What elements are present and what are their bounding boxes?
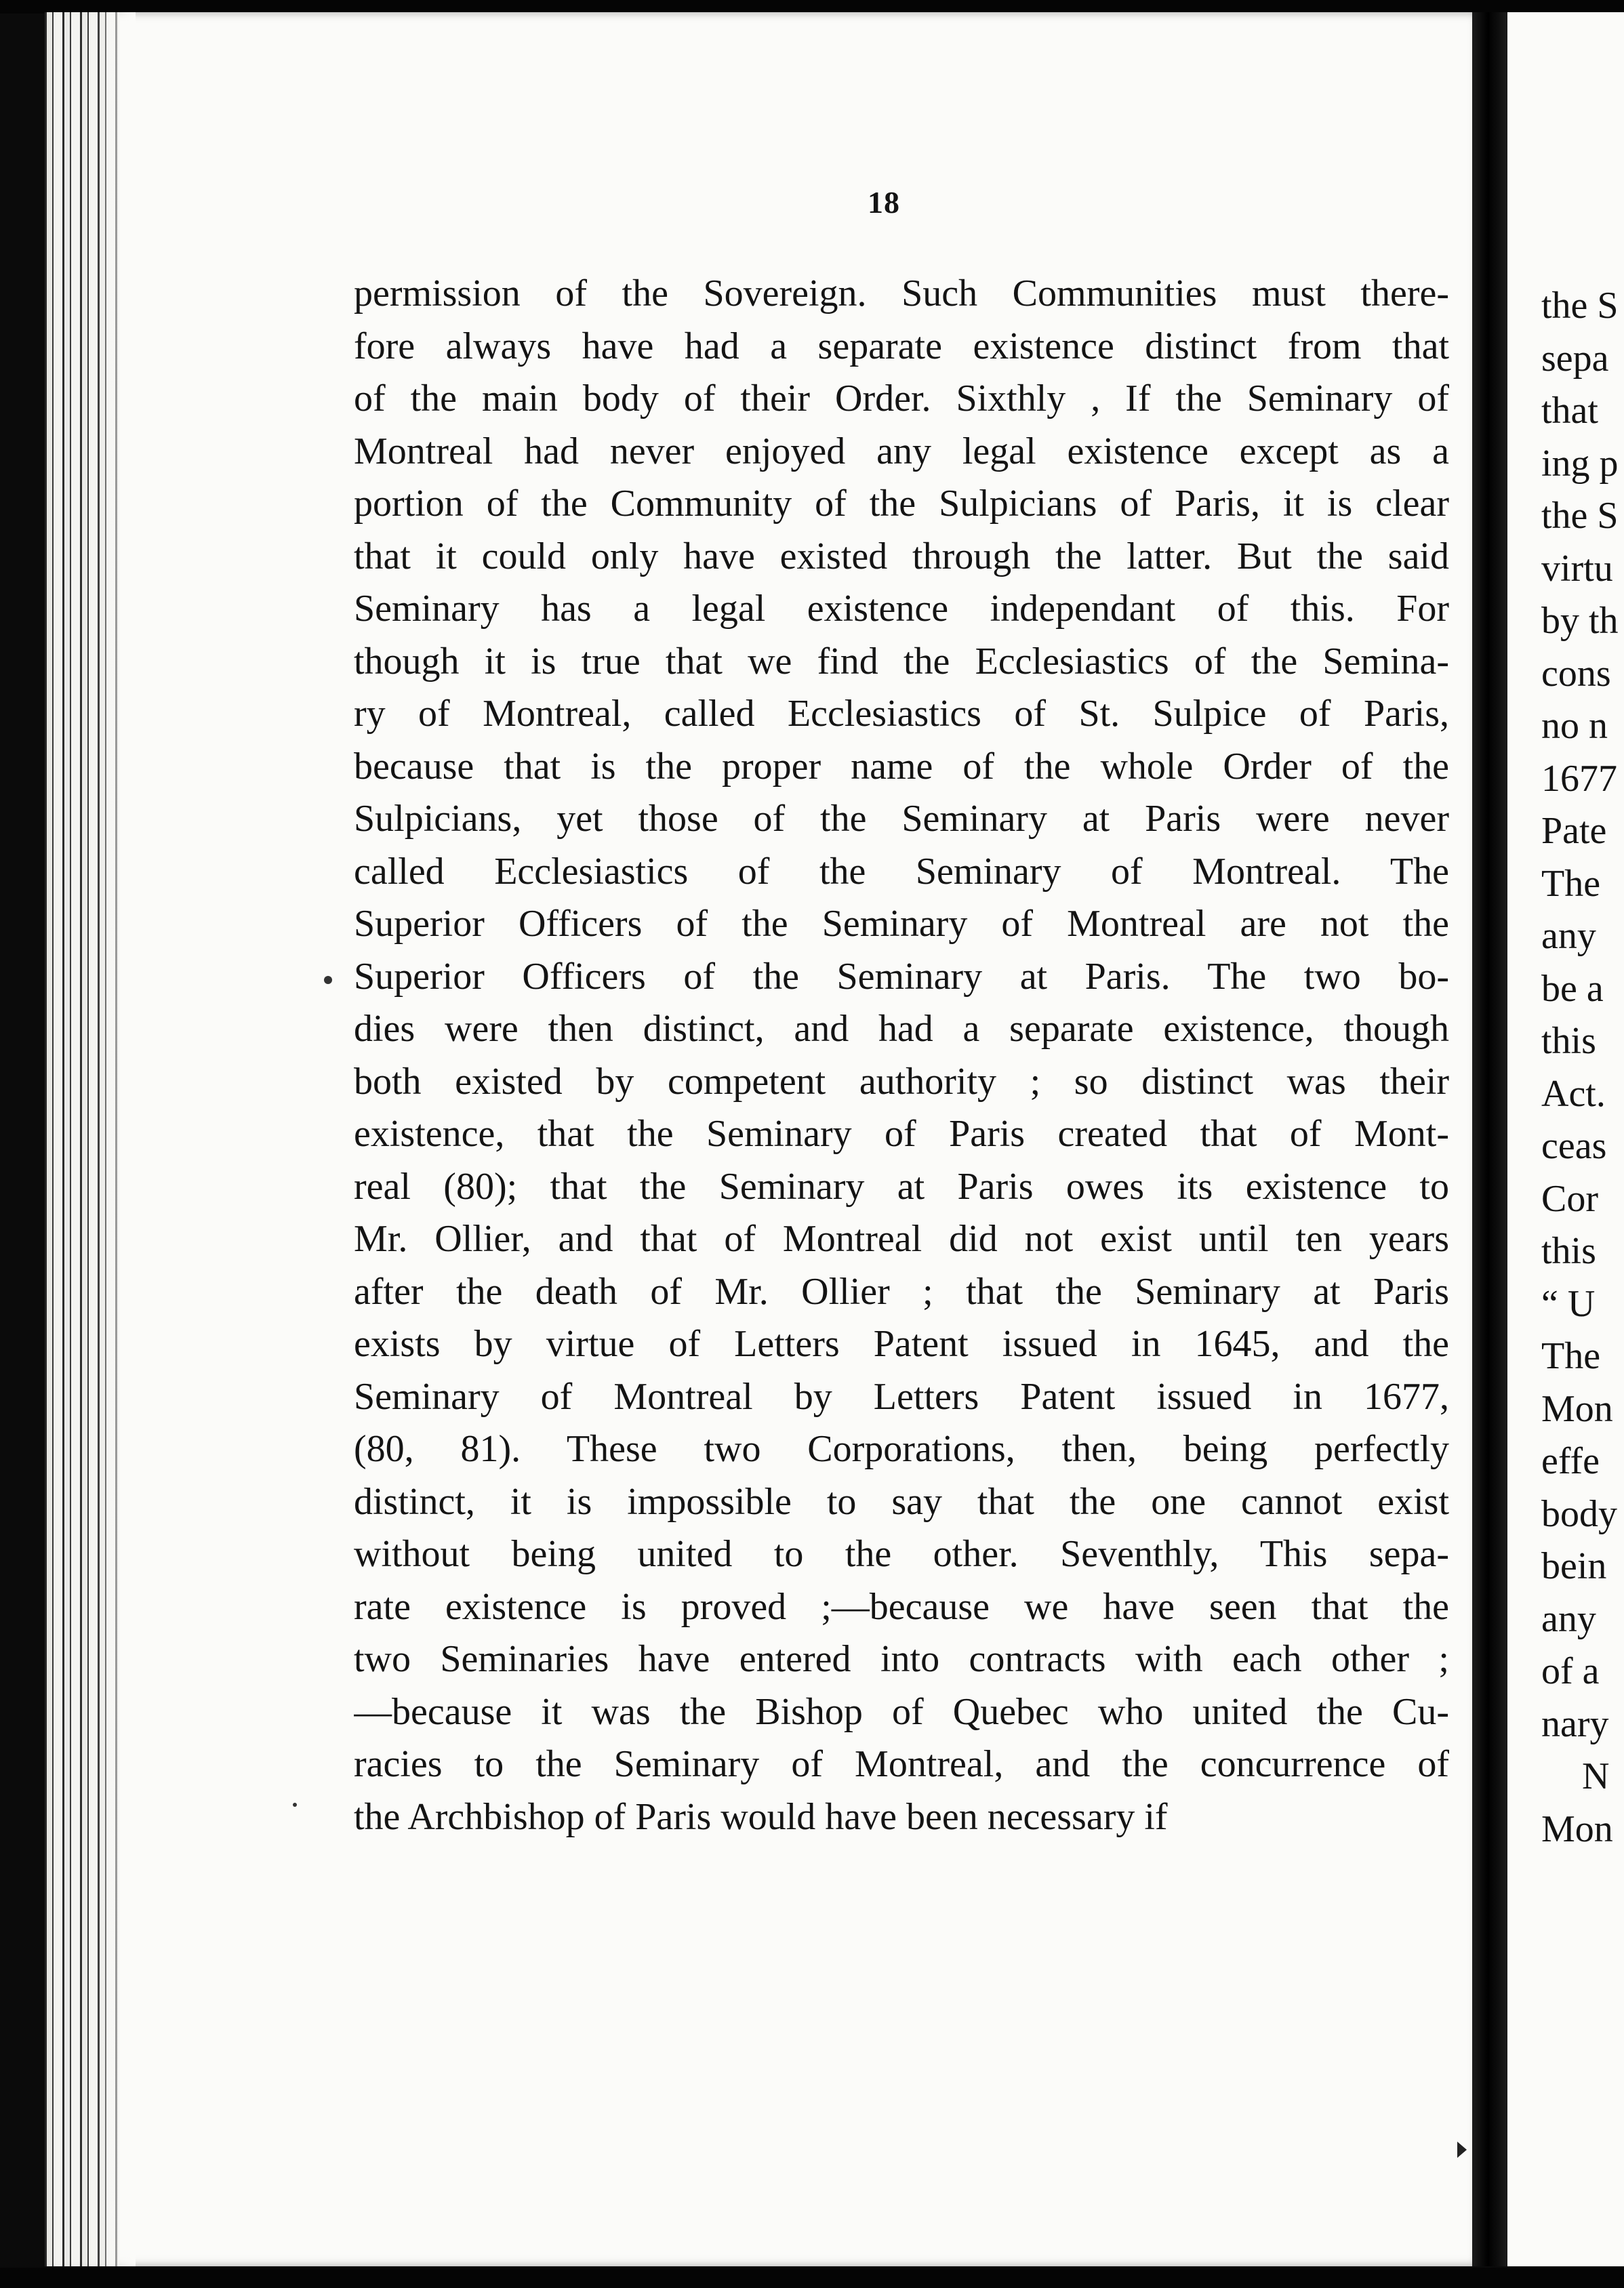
facing-text-line: Mon xyxy=(1541,1387,1613,1430)
facing-text-line: the S xyxy=(1541,285,1619,327)
text-line: permission of the Sovereign. Such Communities must there- xyxy=(354,272,1449,314)
facing-text-line: be a xyxy=(1541,967,1604,1010)
facing-text-line: this xyxy=(1541,1020,1596,1062)
text-line: Mr. Ollier, and that of Montreal did not exist until ten years xyxy=(354,1218,1449,1260)
text-line: Superior Officers of the Seminary of Montreal are not the xyxy=(354,903,1449,945)
text-line: Seminary of Montreal by Letters Patent issued in 1677, xyxy=(354,1375,1449,1418)
ink-speck xyxy=(324,976,332,984)
text-line: that it could only have existed through the latter. But the said xyxy=(354,535,1449,577)
text-line: existence, that the Seminary of Paris created that of Mont- xyxy=(354,1113,1449,1155)
text-line: ry of Montreal, called Ecclesiastics of St. Sulpice of Paris, xyxy=(354,693,1449,735)
text-line: —because it was the Bishop of Quebec who united the Cu- xyxy=(354,1690,1449,1733)
facing-text-line: that xyxy=(1541,390,1598,432)
text-line: distinct, it is impossible to say that the one cannot exist xyxy=(354,1480,1449,1523)
facing-page-text xyxy=(1541,280,1624,1856)
facing-text-line: nary xyxy=(1541,1702,1609,1745)
facing-text-line: ing p xyxy=(1541,442,1619,485)
facing-text-line: “ U xyxy=(1541,1282,1596,1325)
text-line: though it is true that we find the Ecclesiastics of the Semina- xyxy=(354,640,1449,682)
facing-text-line: body xyxy=(1541,1492,1617,1535)
book-spine xyxy=(1472,12,1507,2266)
text-line: portion of the Community of the Sulpicians of Paris, it is clear xyxy=(354,483,1449,525)
facing-text-line: Cor xyxy=(1541,1177,1598,1220)
facing-page xyxy=(1507,12,1624,2266)
text-line: (80, 81). These two Corporations, then, being perfectly xyxy=(354,1428,1449,1470)
facing-text-line: of a xyxy=(1541,1650,1600,1692)
facing-text-line: Act. xyxy=(1541,1072,1606,1115)
facing-text-line: N xyxy=(1582,1755,1610,1797)
text-line: dies were then distinct, and had a separate existence, though xyxy=(354,1008,1449,1050)
text-line: both existed by competent authority ; so distinct was their xyxy=(354,1060,1449,1103)
facing-text-line: The xyxy=(1541,862,1601,905)
facing-text-line: 1677 xyxy=(1541,757,1617,800)
facing-text-line: Mon xyxy=(1541,1807,1613,1850)
margin-mark-icon xyxy=(1457,2142,1467,2158)
text-line: real (80); that the Seminary at Paris owes its existence to xyxy=(354,1165,1449,1208)
facing-text-line: sepa xyxy=(1541,337,1609,380)
text-line: two Seminaries have entered into contracts with each other ; xyxy=(354,1638,1449,1680)
text-line: after the death of Mr. Ollier ; that the Seminary at Paris xyxy=(354,1270,1449,1313)
gutter-shadow xyxy=(95,12,136,2266)
facing-text-line: any xyxy=(1541,1597,1596,1640)
facing-text-line: no n xyxy=(1541,705,1608,747)
facing-text-line: the S xyxy=(1541,495,1619,537)
facing-text-line: cons xyxy=(1541,652,1611,695)
text-line: Sulpicians, yet those of the Seminary at Paris were never xyxy=(354,798,1449,840)
scan-top-border xyxy=(0,0,1624,14)
text-line: Superior Officers of the Seminary at Paris. The two bo- xyxy=(354,955,1449,998)
facing-text-line: effe xyxy=(1541,1440,1600,1482)
scan-bottom-border xyxy=(0,2268,1624,2288)
text-line: fore always have had a separate existence distinct from that xyxy=(354,325,1449,367)
body-text xyxy=(354,268,1449,1843)
ink-speck xyxy=(293,1803,297,1807)
facing-text-line: by th xyxy=(1541,600,1619,642)
facing-text-line: The xyxy=(1541,1335,1601,1377)
facing-text-line: any xyxy=(1541,915,1596,957)
text-line: exists by virtue of Letters Patent issued in 1645, and the xyxy=(354,1323,1449,1365)
facing-text-line: bein xyxy=(1541,1545,1607,1587)
text-line: the Archbishop of Paris would have been necessary if xyxy=(354,1795,1168,1838)
text-line: Seminary has a legal existence independant of this. For xyxy=(354,588,1449,630)
text-line: racies to the Seminary of Montreal, and the concurrence of xyxy=(354,1743,1449,1785)
facing-text-line: Pate xyxy=(1541,810,1607,852)
facing-text-line: virtu xyxy=(1541,547,1613,590)
text-line: called Ecclesiastics of the Seminary of Montreal. The xyxy=(354,850,1449,893)
facing-text-line: ceas xyxy=(1541,1125,1607,1167)
text-line: rate existence is proved ;—because we have seen that the xyxy=(354,1585,1449,1628)
facing-text-line: this xyxy=(1541,1230,1596,1272)
text-line: because that is the proper name of the whole Order of the xyxy=(354,745,1449,788)
text-line: of the main body of their Order. Sixthly , If the Seminary of xyxy=(354,377,1449,420)
text-line: Montreal had never enjoyed any legal existence except as a xyxy=(354,430,1449,472)
text-line: without being united to the other. Seventhly, This sepa- xyxy=(354,1533,1449,1575)
page-number: 18 xyxy=(868,185,900,220)
